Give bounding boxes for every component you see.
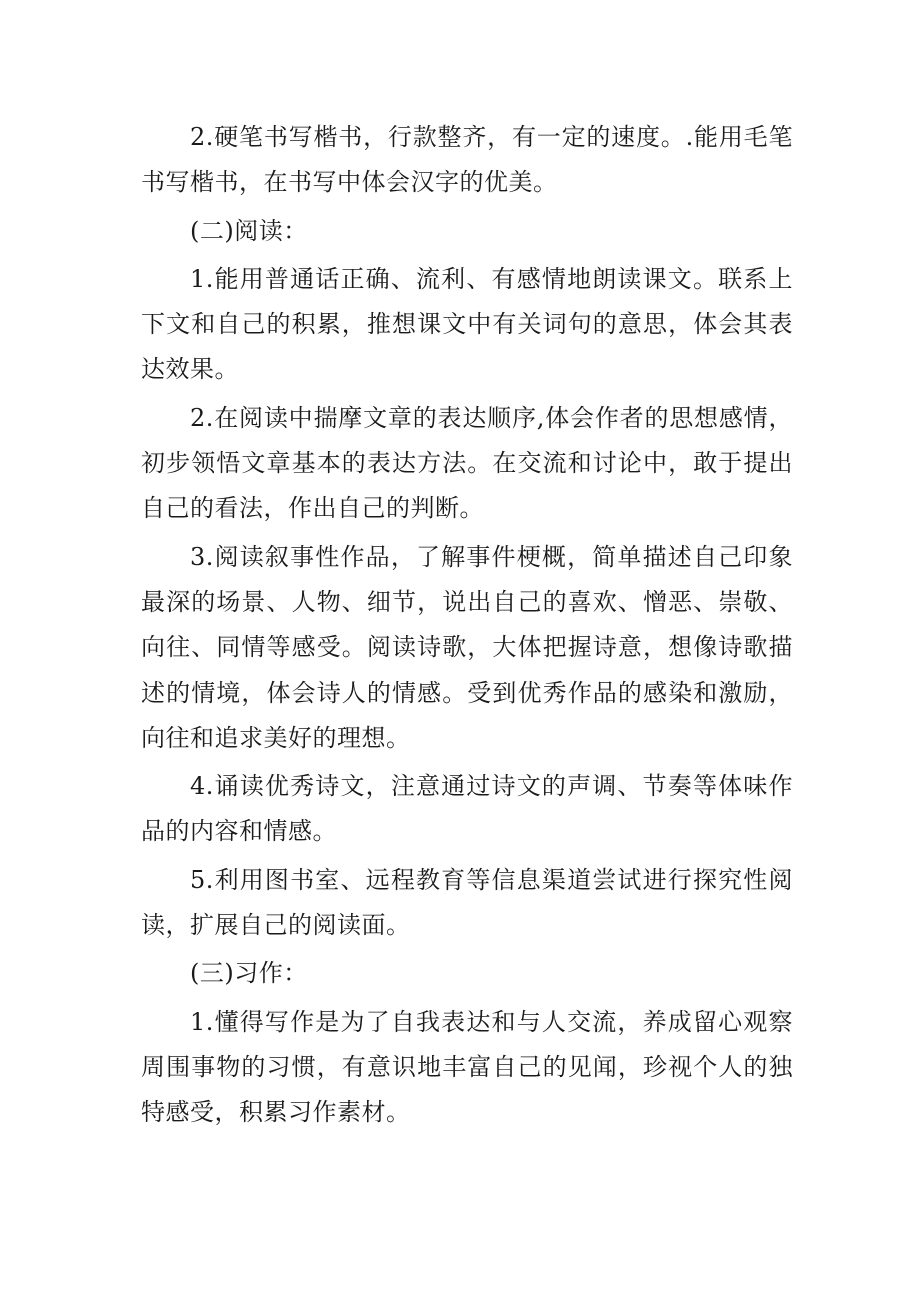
section-heading-reading: (二)阅读： bbox=[190, 216, 308, 245]
paragraph-reading-3: 3.阅读叙事性作品，了解事件梗概，简单描述自己印象最深的场景、人物、细节，说出自己的喜欢、憎恶、崇敬、向往、同情等感受。阅读诗歌，大体把握诗意，想像诗歌描述的情境，体会诗人的情感。受到优秀作品的感染和激励，向往和追求美好的理想。 bbox=[141, 542, 793, 752]
paragraph-reading-2: 2.在阅读中揣摩文章的表达顺序,体会作者的思想感情，初步领悟文章基本的表达方法。在交流和讨论中，敢于提出自己的看法，作出自己的判断。 bbox=[141, 403, 793, 523]
paragraph-reading-1: 1.能用普通话正确、流利、有感情地朗读课文。联系上下文和自己的积累，推想课文中有关词句的意思，体会其表达效果。 bbox=[141, 264, 793, 384]
paragraph-handwriting-2: 2.硬笔书写楷书，行款整齐，有一定的速度。.能用毛笔书写楷书，在书写中体会汉字的优美。 bbox=[141, 123, 793, 197]
paragraph-reading-5: 5.利用图书室、远程教育等信息渠道尝试进行探究性阅读，扩展自己的阅读面。 bbox=[141, 865, 793, 940]
paragraph-writing-1: 1.懂得写作是为了自我表达和与人交流，养成留心观察周围事物的习惯，有意识地丰富自己的见闻，珍视个人的独特感受，积累习作素材。 bbox=[141, 1007, 793, 1127]
document-body bbox=[141, 115, 793, 1139]
section-heading-writing: (三)习作： bbox=[190, 959, 308, 988]
paragraph-reading-4: 4.诵读优秀诗文，注意通过诗文的声调、节奏等体味作品的内容和情感。 bbox=[141, 772, 793, 846]
